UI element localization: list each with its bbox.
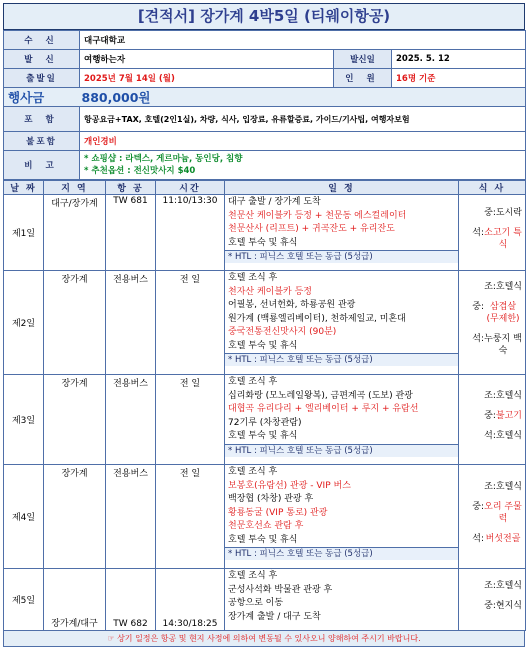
header-flight: 항 공 <box>106 181 156 195</box>
itinerary-item: 호텔 조식 후 <box>228 377 278 387</box>
itinerary-item: 천문산사 (리프트) + 귀곡잔도 + 유리잔도 <box>228 224 395 234</box>
departure-label: 출발일 <box>4 69 80 88</box>
itinerary-item: 호텔 조식 후 <box>228 273 278 283</box>
meal-value: 호텔식 <box>495 281 522 292</box>
meal-label: 중: <box>484 600 496 611</box>
itinerary-item: 보봉호(유람선) 관광 - VIP 버스 <box>228 480 351 491</box>
people-label: 인 원 <box>334 69 392 88</box>
meals-cell <box>459 375 526 465</box>
recipient-label: 수 신 <box>4 31 80 50</box>
meals-cell <box>459 465 526 569</box>
day-label: 제5일 <box>4 569 44 631</box>
meal-label: 중: <box>484 410 496 421</box>
meal-value: 버섯전골 <box>485 533 521 544</box>
itinerary-cell <box>225 569 459 631</box>
itinerary-item: 호텔 조식 후 <box>228 467 278 477</box>
meal-label: 중: <box>472 301 484 312</box>
meal-value: 호텔식 <box>495 580 522 591</box>
hotel-info: * HTL : 피닉스 호텔 또는 동급 (5성급) <box>225 444 458 457</box>
itinerary-item: 군성사석화 박물관 관광 후 <box>228 584 333 595</box>
exclude-row <box>4 132 526 151</box>
header-date: 날 짜 <box>4 181 44 195</box>
meal-label: 중: <box>484 207 496 218</box>
region-cell: 장가계/대구 <box>44 569 106 631</box>
itinerary-cell <box>225 465 459 569</box>
itinerary-item: 대협곡 유리다리 + 엘리베이터 + 루지 + 유람선 <box>228 404 419 414</box>
note-option: * 추천옵션 : 전신맛사지 $40 <box>84 166 196 176</box>
meals-cell <box>459 195 526 271</box>
itinerary-item: 72기루 (차창관람) <box>228 417 302 428</box>
meal-value: 호텔식 <box>495 390 522 401</box>
day-label: 제1일 <box>4 195 44 271</box>
hotel-info: * HTL : 피닉스 호텔 또는 동급 (5성급) <box>225 547 458 560</box>
itinerary-cell <box>225 195 459 271</box>
meal-value: 불고기 <box>495 410 522 421</box>
header-region: 지 역 <box>44 181 106 195</box>
itinerary-item: 중국전통전신맛사지 (90분) <box>228 327 337 337</box>
region-cell: 장가계 <box>44 375 106 465</box>
schedule-row <box>4 195 526 271</box>
note-label: 비 고 <box>4 151 80 180</box>
day-label: 제2일 <box>4 271 44 375</box>
meal-item <box>462 410 522 422</box>
departure-value: 2025년 7월 14일 (월) <box>80 69 334 88</box>
note-value <box>80 151 526 180</box>
meals-cell <box>459 271 526 375</box>
meal-value: 오리 주물럭 <box>484 501 522 524</box>
itinerary-cell <box>225 375 459 465</box>
itinerary-item: 십리화랑 (모노레일왕복), 금편계곡 (도보) 관광 <box>228 390 413 401</box>
include-label: 포 함 <box>4 107 80 132</box>
meal-label: 조: <box>484 481 496 492</box>
people-value: 16명 기준 <box>392 69 526 88</box>
header-itinerary: 일 정 <box>225 181 459 195</box>
meal-value: 삼겹살 (무제한) <box>486 301 520 324</box>
meal-item <box>462 600 522 612</box>
itinerary-item: 호텔 조식 후 <box>228 571 278 581</box>
meal-value: 도시락 <box>495 207 522 218</box>
price-value: 880,000원 <box>80 88 526 107</box>
itinerary-item: 어필봉, 선녀헌화, 하룡공원 관광 <box>228 300 356 310</box>
region-cell: 대구/장가계 <box>44 195 106 271</box>
sender-row <box>4 50 526 69</box>
schedule-header <box>4 181 526 195</box>
page-title: [견적서] 장가계 4박5일 (티웨이항공) <box>3 3 525 30</box>
meal-label: 석: <box>472 333 484 344</box>
meal-item <box>462 533 522 545</box>
meal-value: 누룽지 백숙 <box>484 333 522 356</box>
meal-item <box>462 481 522 493</box>
time-cell: 전 일 <box>156 465 225 569</box>
itinerary-item: 대구 출발 / 장가계 도착 <box>228 197 321 207</box>
meal-item <box>462 501 522 525</box>
hotel-info: * HTL : 피닉스 호텔 또는 동급 (5성급) <box>225 250 458 263</box>
meal-item <box>462 430 522 442</box>
recipient-value: 대구대학교 <box>80 31 526 50</box>
meal-value: 호텔식 <box>495 430 522 441</box>
schedule-row <box>4 569 526 631</box>
footer-notice: ☞ 상기 일정은 항공 및 현지 사정에 의하여 변동될 수 있사오니 양해하여 주시기 바랍니다. <box>3 631 525 647</box>
schedule-row <box>4 465 526 569</box>
flight-cell: TW 682 <box>106 569 156 631</box>
exclude-value: 개인경비 <box>80 132 526 151</box>
sender-value: 여행하는자 <box>80 50 334 69</box>
meals-cell <box>459 569 526 631</box>
price-row <box>4 88 526 107</box>
flight-cell: TW 681 <box>106 195 156 271</box>
price-label: 행사금 <box>4 88 80 107</box>
itinerary-item: 원가계 (백룡엘리베이터), 천하제일교, 미혼대 <box>228 313 406 324</box>
schedule-row <box>4 375 526 465</box>
day-label: 제3일 <box>4 375 44 465</box>
meal-label: 석: <box>472 227 484 238</box>
itinerary-item: 호텔 투숙 및 휴식 <box>228 340 298 351</box>
meal-label: 중: <box>472 501 484 512</box>
itinerary-item: 천문산 케이블카 등정 + 천문동 에스컬레이터 <box>228 210 407 221</box>
hotel-info: * HTL : 피닉스 호텔 또는 동급 (5성급) <box>225 353 458 366</box>
meal-item <box>462 301 522 325</box>
meal-label: 조: <box>484 281 496 292</box>
include-row <box>4 107 526 132</box>
itinerary-item: 백장협 (차창) 관광 후 <box>228 494 314 504</box>
day-label: 제4일 <box>4 465 44 569</box>
meal-value: 현지식 <box>495 600 522 611</box>
schedule-row <box>4 271 526 375</box>
itinerary-cell <box>225 271 459 375</box>
time-cell: 11:10/13:30 <box>156 195 225 271</box>
meal-item <box>462 580 522 592</box>
itinerary-item: 황룡동굴 (VIP 통로) 관광 <box>228 507 328 518</box>
meal-item <box>462 333 522 357</box>
departure-row <box>4 69 526 88</box>
time-cell: 전 일 <box>156 271 225 375</box>
include-value: 항공요금+TAX, 호텔(2인1실), 차량, 식사, 입장료, 유류할증료, 가이드/기사팁, 여행자보험 <box>80 107 526 132</box>
exclude-label: 불포함 <box>4 132 80 151</box>
region-cell: 장가계 <box>44 465 106 569</box>
itinerary-item: 천문호선쇼 관람 후 <box>228 521 304 531</box>
recipient-row <box>4 31 526 50</box>
meal-value: 호텔식 <box>495 481 522 492</box>
itinerary-item: 장가계 출발 / 대구 도착 <box>228 611 321 622</box>
meal-label: 석: <box>472 533 484 544</box>
header-meals: 식 사 <box>459 181 526 195</box>
sender-label: 발 신 <box>4 50 80 69</box>
itinerary-item: 호텔 투숙 및 휴식 <box>228 237 298 248</box>
itinerary-item: 호텔 투숙 및 휴식 <box>228 431 298 441</box>
meal-item <box>462 281 522 293</box>
region-cell: 장가계 <box>44 271 106 375</box>
flight-cell: 전용버스 <box>106 271 156 375</box>
flight-cell: 전용버스 <box>106 375 156 465</box>
time-cell: 전 일 <box>156 375 225 465</box>
meal-item <box>462 227 522 251</box>
meal-label: 조: <box>484 580 496 591</box>
time-cell: 14:30/18:25 <box>156 569 225 631</box>
meal-label: 석: <box>484 430 496 441</box>
flight-cell: 전용버스 <box>106 465 156 569</box>
itinerary-item: 천자산 케이블카 등정 <box>228 286 312 297</box>
meal-item <box>462 207 522 219</box>
meal-value: 소고기 특식 <box>484 227 522 250</box>
note-row <box>4 151 526 180</box>
itinerary-item: 호텔 투숙 및 휴식 <box>228 534 298 545</box>
meal-label: 조: <box>484 390 496 401</box>
note-shopping: * 쇼핑샵 : 라텍스, 게르마늄, 동인당, 침향 <box>84 154 243 164</box>
header-time: 시간 <box>156 181 225 195</box>
itinerary-item: 공항으로 이동 <box>228 598 284 608</box>
date-value: 2025. 5. 12 <box>392 50 526 69</box>
schedule-table <box>3 180 526 631</box>
info-table <box>3 30 526 180</box>
meal-item <box>462 390 522 402</box>
date-label: 발신일 <box>334 50 392 69</box>
